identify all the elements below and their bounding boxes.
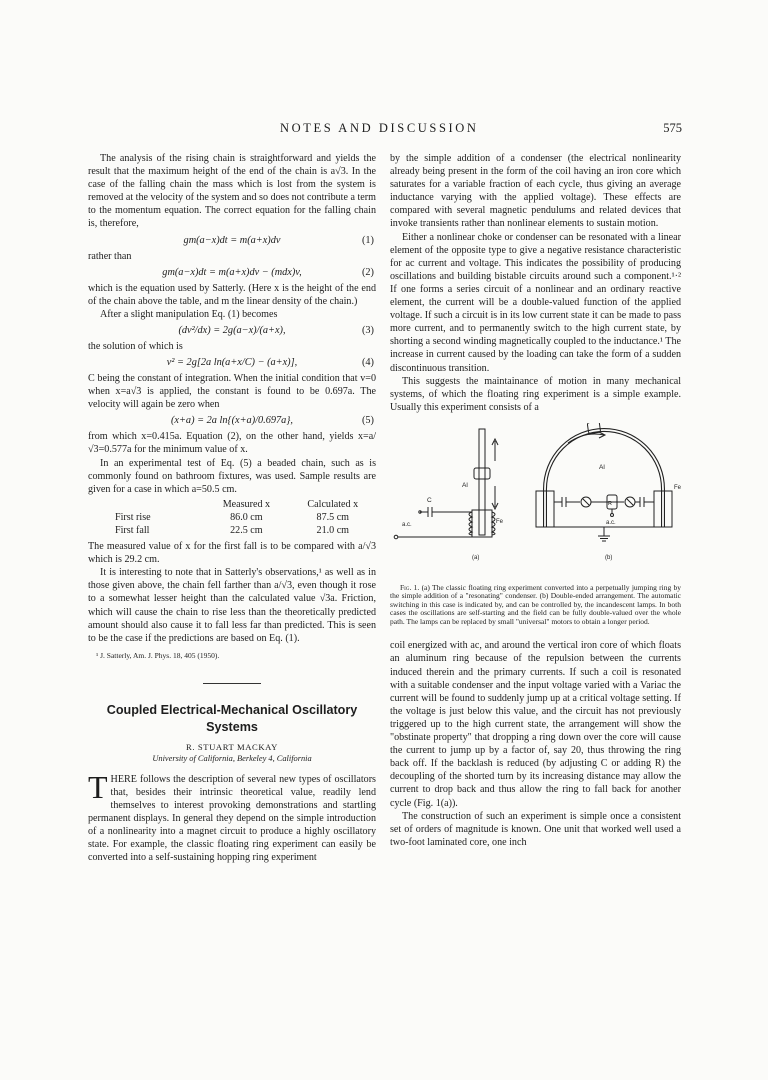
lamp-filament — [583, 499, 589, 505]
paragraph: The analysis of the rising chain is straightforward and yields the result that the maximum height of the end of the chain is a√3. In the case of the falling chain the mass which is lost from the system is removed at the velocity of the system and so does not contribute a term to the momentum equation. The correct equation for the falling chain is, therefore, — [88, 153, 376, 230]
paragraph: which is the equation used by Satterly. (Here x is the height of the end of the chain above the table, and m the linear density of the chain.) — [88, 282, 376, 307]
label-c: C — [427, 496, 432, 504]
running-title: NOTES AND DISCUSSION — [280, 121, 479, 135]
paragraph: In an experimental test of Eq. (5) a beaded chain, such as is commonly found on bathroom fixtures, was used. Sample results are given for a case in which a=50.5 cm. — [88, 457, 376, 495]
section-divider — [203, 683, 261, 684]
label-fe-b: Fe — [674, 484, 681, 491]
curved-core-outer — [545, 430, 663, 527]
table-header-row — [88, 498, 376, 511]
table-cell: 21.0 cm — [316, 524, 350, 536]
paragraph: After a slight manipulation Eq. (1) becomes — [100, 308, 278, 320]
equation-number: (1) — [361, 234, 374, 246]
equation-4: v² = 2g[2a ln(a+x/C) − (a+x)], (4) — [88, 353, 376, 372]
article-intro — [88, 768, 376, 865]
article-title — [88, 702, 376, 736]
label-r: R — [608, 500, 612, 507]
paragraph: rather than — [88, 250, 132, 262]
label-al-b: Al — [599, 463, 605, 471]
paragraph: The construction of such an experiment is simple once a consistent set of orders of magnitude is known. One unit that worked well used a two-foot laminated core, one inch — [390, 810, 681, 848]
figure-caption — [390, 584, 681, 627]
article-author: R. STUART MACKAY — [186, 741, 278, 752]
lamp-filament — [627, 499, 633, 505]
coil-body — [472, 510, 492, 537]
table-cell: 22.5 cm — [230, 524, 263, 536]
table-row — [88, 524, 376, 537]
table-header-cell: Calculated x — [307, 498, 359, 510]
label-al-a: Al — [462, 481, 468, 489]
paragraph: This suggests the maintainance of motion in many mechanical systems, of which the floating ring experiment is a simple example. Usually this experiment consists of a — [390, 375, 681, 413]
left-column — [88, 152, 376, 864]
equation-3: (dv²/dx) = 2g(a−x)/(a+x), (3) — [88, 321, 376, 340]
label-ac-b: a.c. — [606, 519, 616, 526]
page-number: 575 — [663, 121, 682, 135]
equation-number: (4) — [361, 357, 374, 369]
article-title-line: Systems — [206, 719, 258, 734]
panel-a — [394, 429, 503, 561]
iron-core — [479, 429, 485, 535]
running-header — [0, 121, 768, 137]
paragraph: from which x=0.415a. Equation (2), on the other hand, yields x=a/√3=0.577a for the minimum value of x. — [88, 431, 376, 456]
label-fe-a: Fe — [496, 518, 504, 525]
right-column — [390, 152, 681, 849]
equation-number: (2) — [361, 266, 374, 278]
drop-cap: T — [88, 768, 108, 805]
table-header-cell: Measured x — [222, 498, 271, 510]
paragraph: coil energized with ac, and around the vertical iron core of which floats an aluminum ring because of the repulsion between the currents induced therein and the primary currents. If such a coil is resonated with a suitable condenser and the input voltage varied with a Variac the current will be found to suddenly jump up at a critical voltage setting. If the voltage is just below this value, and the circuit has not previously triggered up to the high current state, the arrangement will show the "obstinate property" that dropping a ring down over the core will cause the current to jump up by a factor of, say 20, thus throwing the ring back off. If the backlash is reduced (by adjusting C or adding R) the decoupling of the shorted turn by its increasing distance may allow the current to drop back and thus allow the ring to fall back for another cycle (Fig. 1(a)). — [390, 640, 681, 809]
table-header-cell — [88, 498, 203, 511]
terminal — [394, 535, 398, 539]
table-cell: First fall — [115, 524, 150, 536]
equation-1: gm(a−x)dt = m(a+x)dv (1) — [88, 231, 376, 250]
caption-label: Fig. 1. — [400, 582, 420, 592]
results-table — [88, 498, 376, 537]
paragraph: by the simple addition of a condenser (the electrical nonlinearity already being present in the form of the coil having an iron core which saturates for a variable fraction of each cycle, thus giving an average inductance varying with the applied voltage). These effects are compared with several magnetic pendulums and related devices that invoke transients rather than nonlinear elements to sustain motion. — [390, 153, 681, 230]
intro-text: HERE follows the description of several new types of oscillators that, besides their intrinsic theoretical value, readily lend themselves to interest provoking demonstrations and startling permanent displays. In general they depend on the simple introduction of a nonlinearity into a magnet circuit to produce a highly oscillatory state. For example, the classic floating ring experiment can easily be converted into a self-sustaining hopping ring experiment — [88, 773, 376, 864]
equation-number: (3) — [361, 324, 374, 336]
figure-1 — [390, 423, 681, 580]
table-cell: First rise — [115, 511, 151, 523]
paragraph: the solution of which is — [88, 340, 183, 352]
caption-text: (a) The classic floating ring experiment converted into a perpetually jumping ring by the simple addition of a "resonating" condenser. (b) Double-ended arrangement. The automatic switching in this case is indicated by, and can be controlled by, the incandescent lamps. In both cases the oscillations are self-starting and the field can be fully double-valued over the whole path. The lamps can be replaced by small "universal" motors to obtain a longer period. — [390, 582, 682, 626]
article-affiliation: University of California, Berkeley 4, California — [152, 753, 312, 763]
equation-number: (5) — [361, 415, 374, 427]
equation-2: gm(a−x)dt = m(a+x)dv − (mdx)v, (2) — [88, 263, 376, 282]
article-title-line: Coupled Electrical-Mechanical Oscillatory — [106, 702, 358, 717]
footnote: ¹ J. Satterly, Am. J. Phys. 18, 405 (1950). — [96, 650, 220, 660]
paragraph: Either a nonlinear choke or condenser can be resonated with a linear element of the opposite type to give a negative resistance characteristic for ac current and voltage. This indicates the possibility of producing oscillations and building bistable circuits around such a component.¹·² If one forms a series circuit of a nonlinear and an ordinary reactive element, the current will be a double-valued function of the applied voltage. If such a circuit is in its low current state it can be made to pass more current, and to permanently switch to the high current state, by shorting a second winding magnetically coupled to the inductance.¹ The increase in current caused by the loading can take the form of a sudden discontinuous transition. — [390, 231, 681, 374]
circuit-diagram — [390, 423, 681, 580]
table-row — [88, 511, 376, 524]
paragraph: The measured value of x for the first fall is to be compared with a/√3 which is 29.2 cm. — [88, 541, 376, 566]
panel-label-b: (b) — [605, 554, 613, 561]
table-cell: 86.0 cm — [230, 511, 263, 523]
table-cell: 87.5 cm — [316, 511, 350, 523]
panel-b — [536, 423, 681, 561]
aluminum-ring — [474, 468, 490, 479]
label-ac-a: a.c. — [402, 521, 412, 528]
paragraph: It is interesting to note that in Satterly's observations,¹ as well as in those given above, the chain fell farther than a/√3, even though it rose to a somewhat lesser height than the calculated value √3a. Friction, which will cause the chain to rise less than the theoretically predicted amount should also cause it to fall less far than predicted. This is seen to be the case if the predictions are based on Eq. (1). — [88, 567, 376, 644]
terminal — [611, 513, 614, 516]
panel-label-a: (a) — [472, 554, 480, 561]
equation-5: (x+a) = 2a ln{(x+a)/0.697a}, (5) — [88, 411, 376, 430]
paragraph: C being the constant of integration. When the initial condition that v=0 when x=a√3 is applied, the constant is found to be 0.697a. The velocity will again be zero when — [88, 373, 376, 411]
